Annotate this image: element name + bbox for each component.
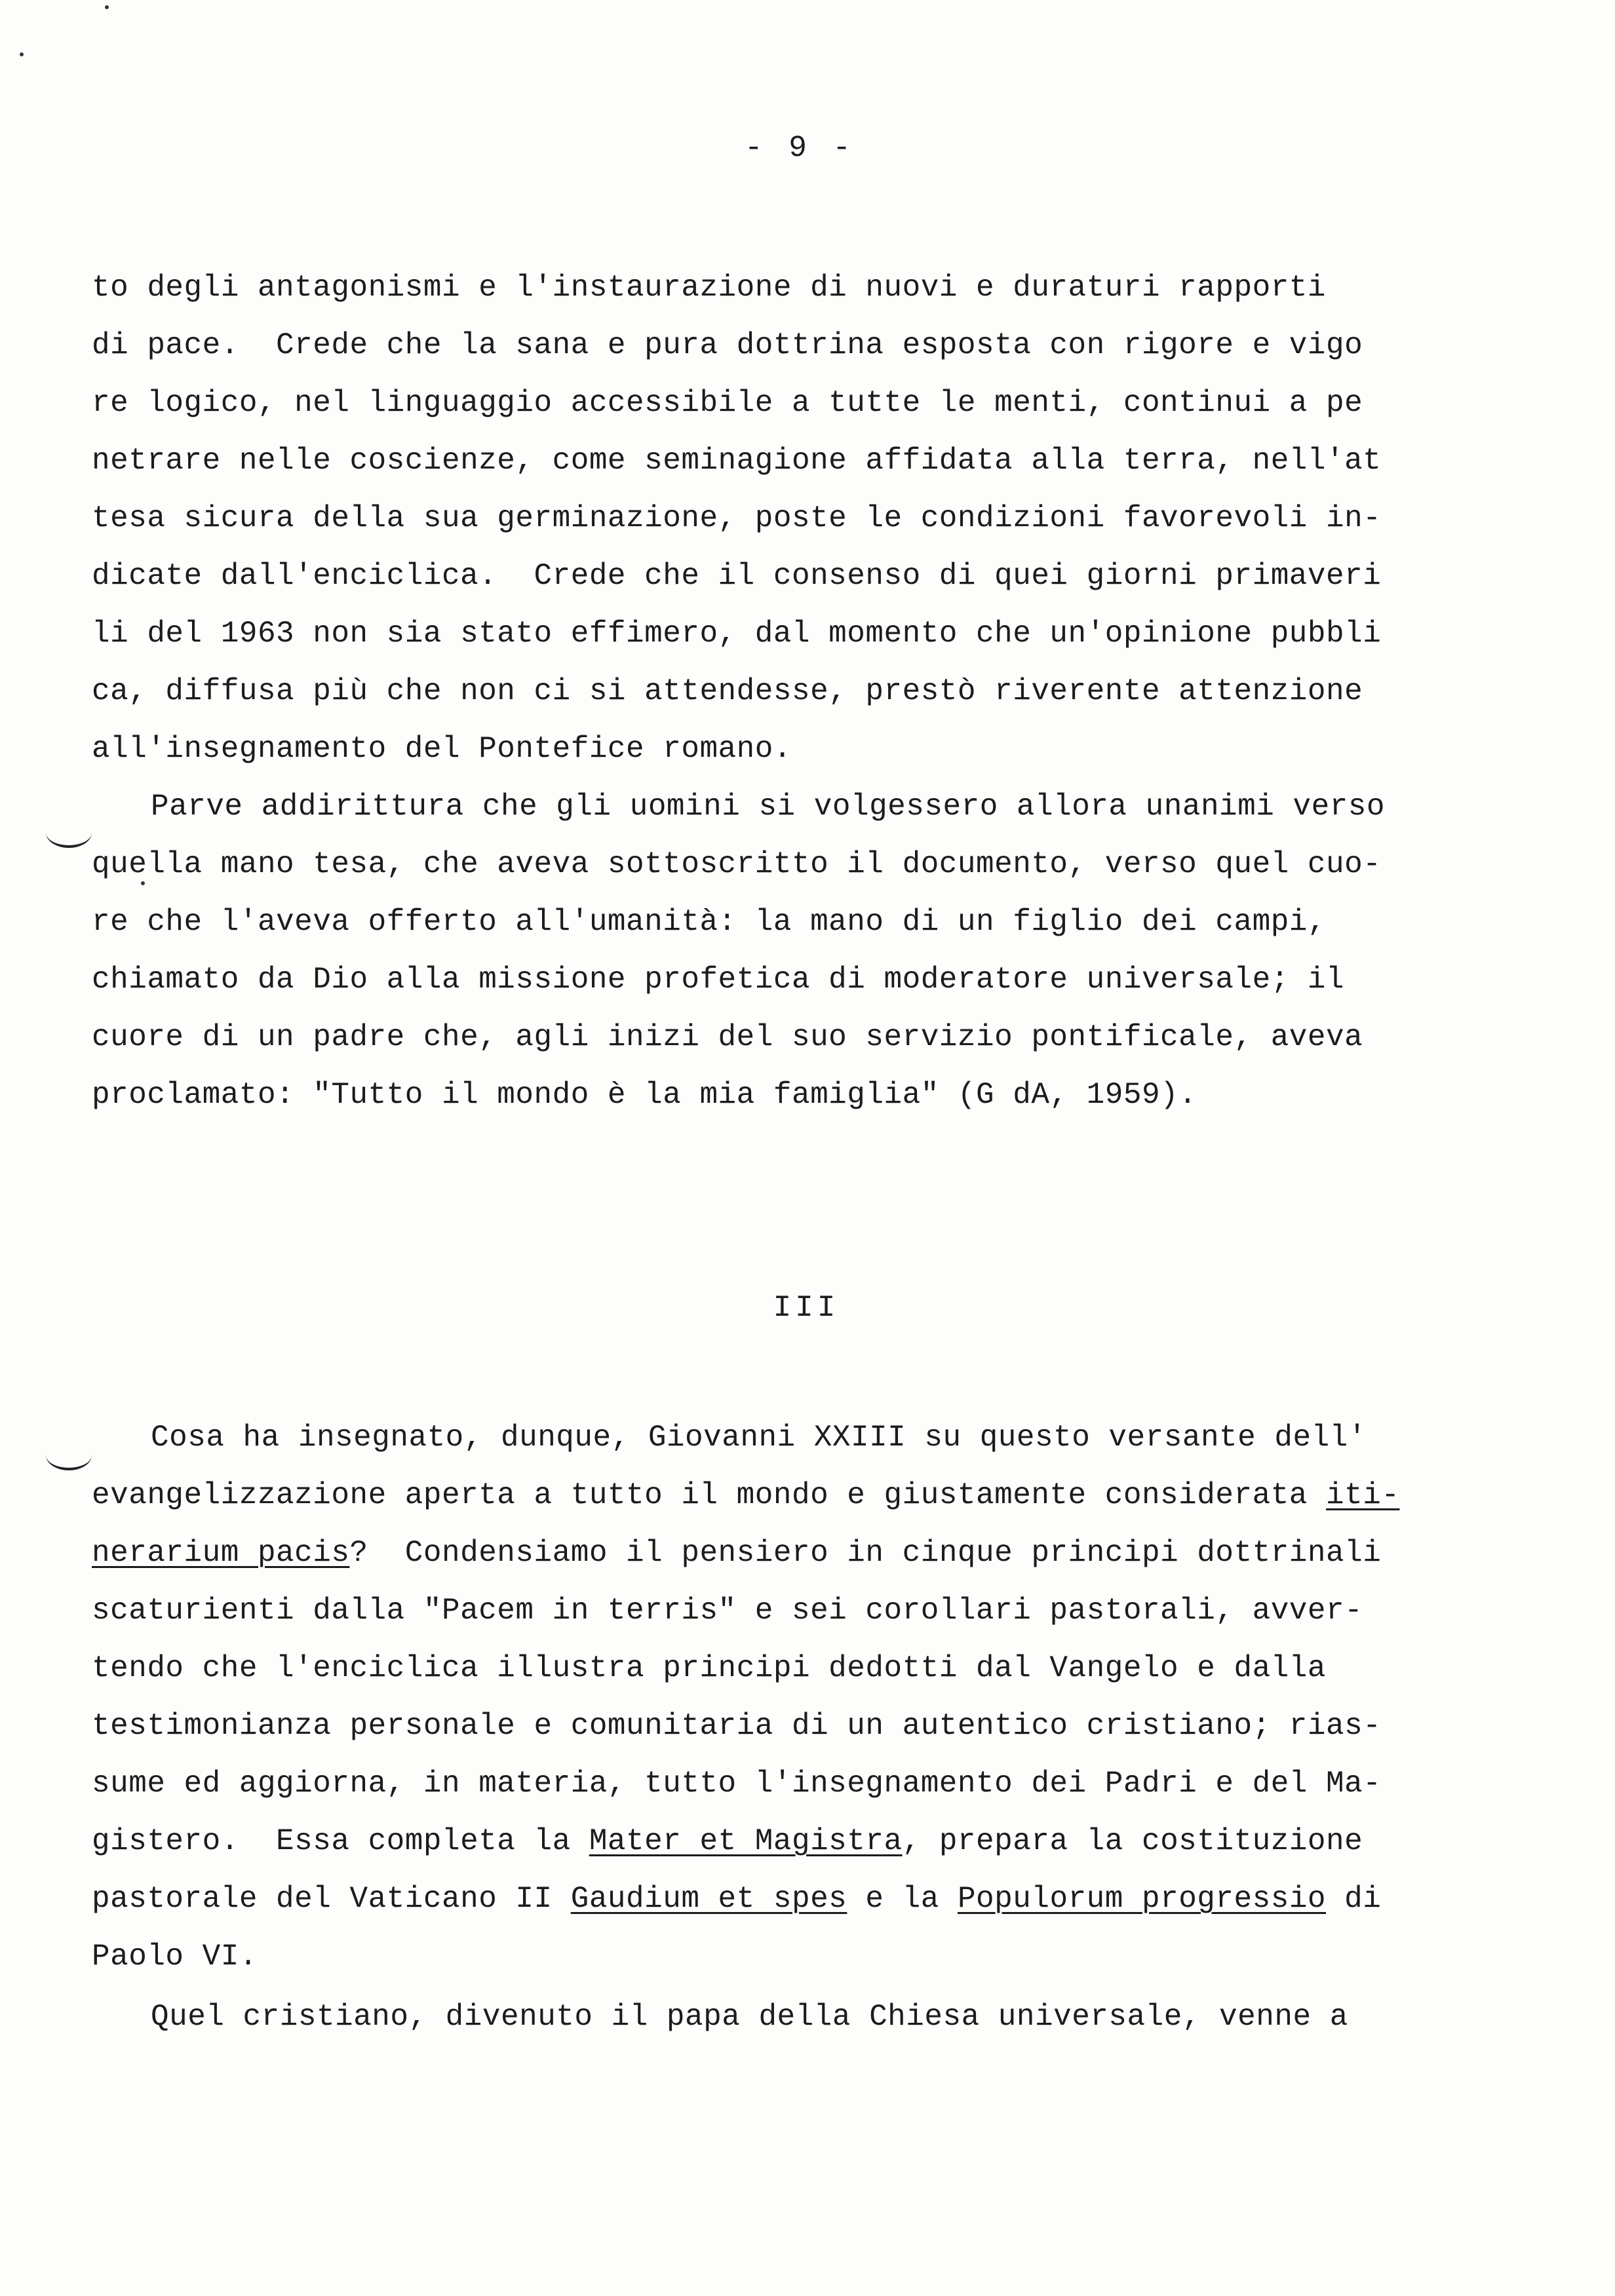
text-line: tendo che l'enciclica illustra principi dedotti dal Vangelo e dalla [92,1651,1327,1685]
underlined-term: nerarium pacis [92,1536,350,1570]
text-line: Paolo VI. [92,1940,258,1974]
scan-speck [141,881,145,885]
text-line: dicate dall'enciclica. Crede che il consenso di quei giorni primaveri [92,559,1382,593]
text-line: scaturienti dalla "Pacem in terris" e sei corollari pastorali, avver- [92,1594,1363,1628]
text-line: testimonianza personale e comunitaria di un autentico cristiano; rias- [92,1709,1382,1743]
text-run: ? Condensiamo il pensiero in cinque principi dottrinali [349,1536,1382,1570]
paragraph-2 [92,778,1501,1124]
text-run: evangelizzazione aperta a tutto il mondo e giustamente considerata [92,1478,1327,1512]
text-line: sume ed aggiorna, in materia, tutto l'insegnamento dei Padri e del Ma- [92,1767,1382,1801]
text-line: li del 1963 non sia stato effimero, dal momento che un'opinione pubbli [92,617,1382,651]
margin-mark [46,819,92,848]
text-line [92,1524,1501,1582]
text-line: netrare nelle coscienze, come seminagione affidata alla terra, nell'at [92,444,1382,478]
text-line: chiamato da Dio alla missione profetica di moderatore universale; il [92,963,1345,997]
text-run: , prepara la costituzione [902,1824,1363,1858]
text-line: ca, diffusa più che non ci si attendesse, prestò riverente attenzione [92,674,1363,708]
text-line: re logico, nel linguaggio accessibile a tutte le menti, continui a pe [92,386,1363,420]
text-line: di pace. Crede che la sana e pura dottrina esposta con rigore e vigo [92,328,1363,362]
text-run: gistero. Essa completa la [92,1824,589,1858]
scan-speck [105,5,109,9]
paragraph-3 [92,1409,1501,1985]
text-line: Cosa ha insegnato, dunque, Giovanni XXIII su questo versante dell' [151,1421,1367,1455]
underlined-term: iti- [1326,1478,1400,1512]
page-number: - 9 - [744,131,855,165]
text-line [92,1870,1501,1928]
paragraph-1 [92,259,1501,778]
text-line: proclamato: "Tutto il mondo è la mia famiglia" (G dA, 1959). [92,1078,1197,1112]
text-run: e la [847,1882,958,1916]
text-run: di [1326,1882,1382,1916]
scan-speck [20,52,24,56]
section-heading: III [773,1291,840,1325]
text-run: pastorale del Vaticano II [92,1882,571,1916]
text-line [92,1466,1501,1524]
text-line: quella mano tesa, che aveva sottoscritto il documento, verso quel cuo- [92,847,1382,881]
text-line: tesa sicura della sua germinazione, poste le condizioni favorevoli in- [92,501,1382,535]
text-line: cuore di un padre che, agli inizi del suo servizio pontificale, aveva [92,1020,1363,1054]
margin-mark [46,1442,92,1470]
underlined-title: Gaudium et spes [570,1882,847,1916]
text-line: Parve addirittura che gli uomini si volgessero allora unanimi verso [151,790,1386,824]
text-line: to degli antagonismi e l'instaurazione di nuovi e duraturi rapporti [92,271,1327,305]
underlined-title: Populorum progressio [957,1882,1327,1916]
text-line: all'insegnamento del Pontefice romano. [92,732,792,766]
text-line: re che l'aveva offerto all'umanità: la mano di un figlio dei campi, [92,905,1327,939]
underlined-title: Mater et Magistra [589,1824,903,1858]
paragraph-4 [92,1988,1501,2046]
text-line: Quel cristiano, divenuto il papa della Chiesa universale, venne a [151,2000,1348,2034]
text-line [92,1812,1501,1870]
